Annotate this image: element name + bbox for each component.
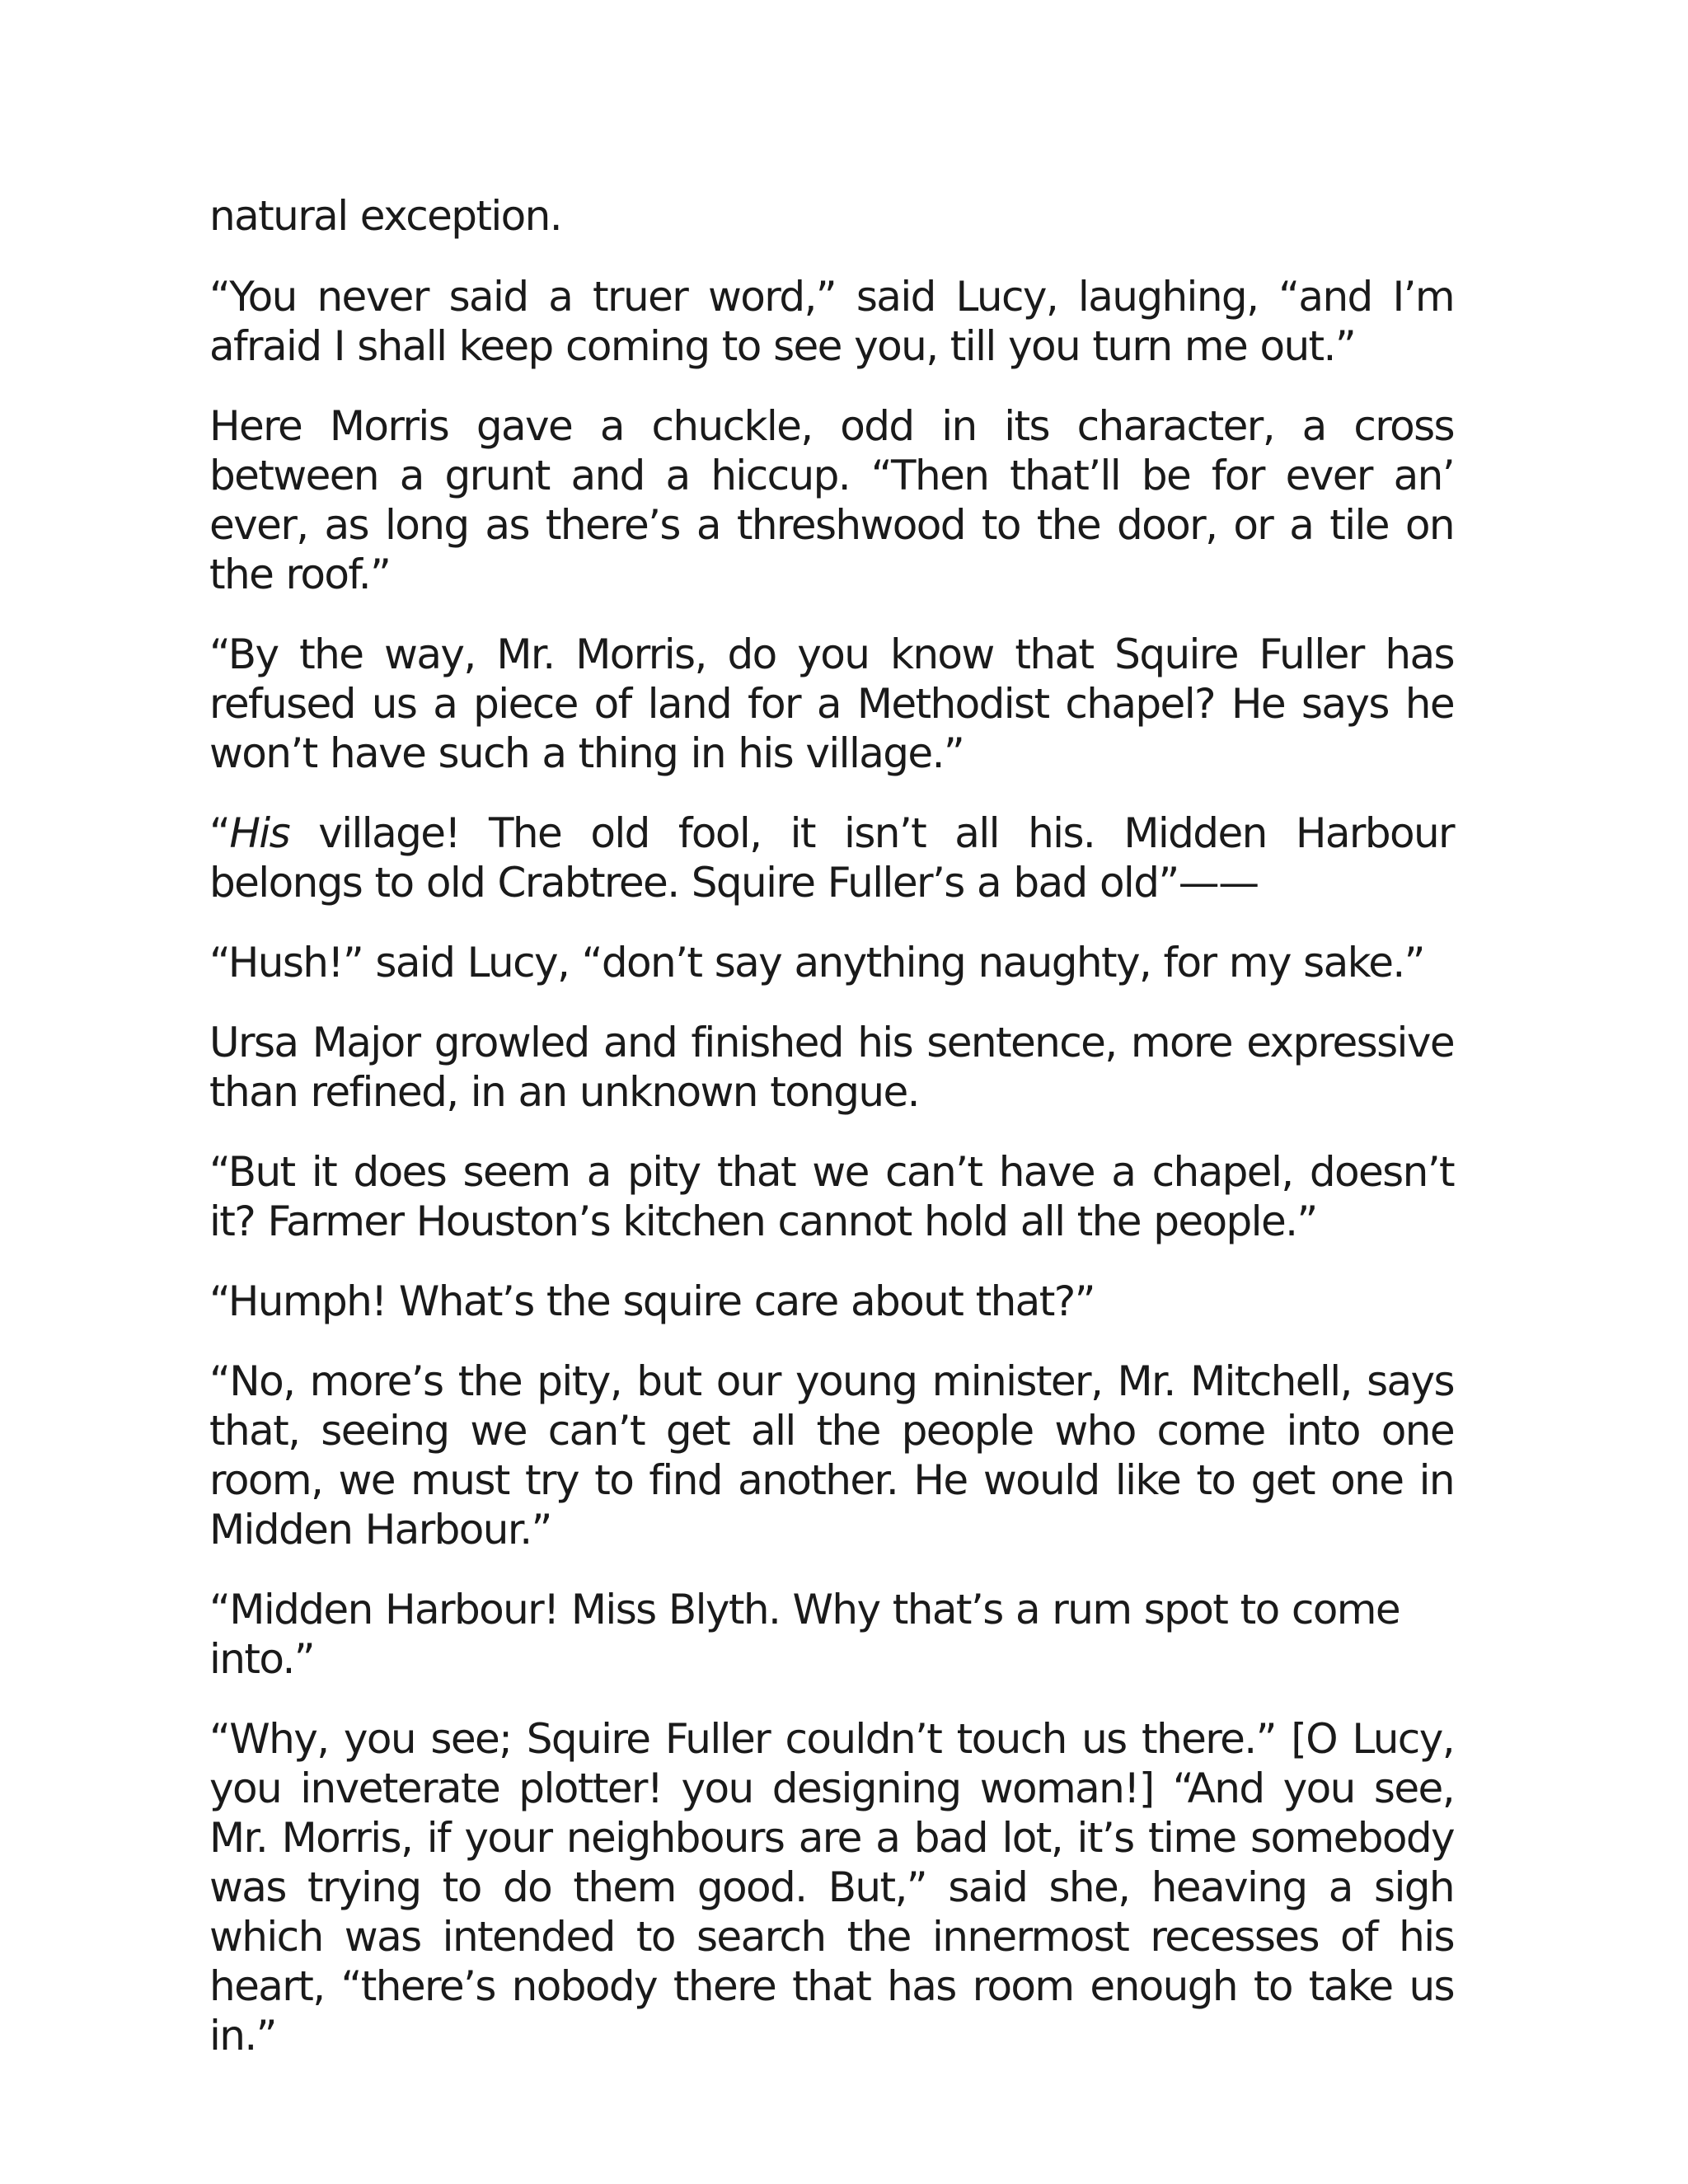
paragraph-11: “Midden Harbour! Miss Blyth. Why that’s a rum spot to come into.” xyxy=(209,1586,1400,1683)
paragraph-5-rest: village! The old fool, it isn’t all his. Midden Harbour belongs to old Crabtree. Squire Fuller’s a bad old”—— xyxy=(209,809,1454,907)
paragraph-1: natural exception. xyxy=(209,192,562,240)
paragraph-9: “Humph! What’s the squire care about that?” xyxy=(209,1277,1095,1325)
paragraph-3: Here Morris gave a chuckle, odd in its character, a cross between a grunt and a hiccup. “Then that’ll be for ever an’ ever, as long as there’s a threshwood to the door, or a tile on the roof.” xyxy=(209,402,1454,598)
paragraph-6: “Hush!” said Lucy, “don’t say anything naughty, for my sake.” xyxy=(209,939,1424,987)
page-text xyxy=(209,191,1454,2091)
paragraph-2: “You never said a truer word,” said Lucy, laughing, “and I’m afraid I shall keep coming to see you, till you turn me out.” xyxy=(209,273,1454,370)
paragraph-7: Ursa Major growled and finished his sentence, more expressive than refined, in an unknown tongue. xyxy=(209,1019,1454,1116)
open-quote: “ xyxy=(209,809,230,857)
paragraph-4: “By the way, Mr. Morris, do you know that Squire Fuller has refused us a piece of land for a Methodist chapel? He says he won’t have such a thing in his village.” xyxy=(209,630,1454,777)
paragraph-8: “But it does seem a pity that we can’t have a chapel, doesn’t it? Farmer Houston’s kitchen cannot hold all the people.” xyxy=(209,1148,1454,1245)
paragraph-5 xyxy=(209,808,1454,907)
paragraph-12: “Why, you see; Squire Fuller couldn’t touch us there.” [O Lucy, you inveterate plotter! you designing woman!] “And you see, Mr. Morris, if your neighbours are a bad lot, it’s time somebody was trying to do them good. But,” said she, heaving a sigh which was intended to search the innermost recesses of his heart, “there’s nobody there that has room enough to take us in.” xyxy=(209,1715,1454,2060)
paragraph-10: “No, more’s the pity, but our young minister, Mr. Mitchell, says that, seeing we can’t get all the people who come into one room, we must try to find another. He would like to get one in Midden Harbour.” xyxy=(209,1357,1454,1554)
emphasis-his: His xyxy=(229,809,290,857)
